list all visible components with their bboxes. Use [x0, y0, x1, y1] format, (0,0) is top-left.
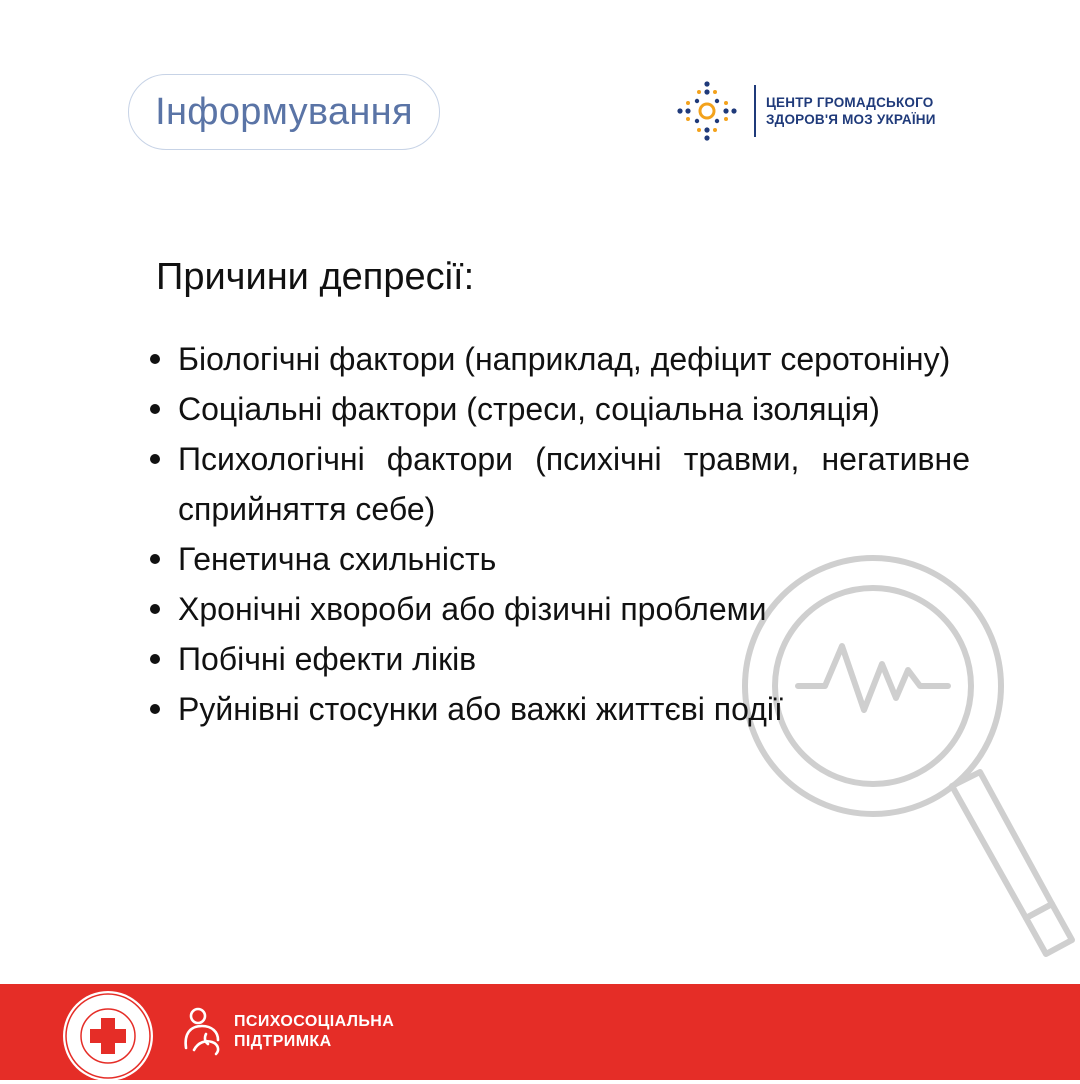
list-item: Побічні ефекти ліків: [150, 634, 970, 684]
red-cross-emblem-icon: [60, 988, 156, 1084]
footer-bar: [0, 984, 1080, 1080]
brand-line-1: ЦЕНТР ГРОМАДСЬКОГО: [766, 95, 934, 110]
list-item: Хронічні хвороби або фізичні проблеми: [150, 584, 970, 634]
program-name: [234, 1012, 394, 1052]
public-health-center-logo: [672, 76, 742, 146]
program-line-1: ПСИХОСОЦІАЛЬНА: [234, 1013, 395, 1030]
page-title: Причини депресії:: [156, 256, 475, 298]
brand-logo: [672, 76, 936, 146]
list-item: Генетична схильність: [150, 534, 970, 584]
brand-line-2: ЗДОРОВ'Я МОЗ УКРАЇНИ: [766, 112, 936, 127]
program-line-2: ПІДТРИМКА: [234, 1033, 332, 1050]
list-item: Біологічні фактори (наприклад, дефіцит серотоніну): [150, 334, 970, 384]
psychosocial-support-icon: [180, 1004, 226, 1056]
list-item: Руйнівні стосунки або важкі життєві події: [150, 684, 970, 734]
section-badge: [128, 74, 440, 150]
brand-divider: [754, 85, 756, 137]
causes-list: [150, 334, 970, 734]
brand-name: [766, 94, 936, 128]
list-item: Соціальні фактори (стреси, соціальна ізоляція): [150, 384, 970, 434]
section-badge-label: Інформування: [155, 90, 413, 133]
list-item: Психологічні фактори (психічні травми, негативне сприйняття себе): [150, 434, 970, 534]
